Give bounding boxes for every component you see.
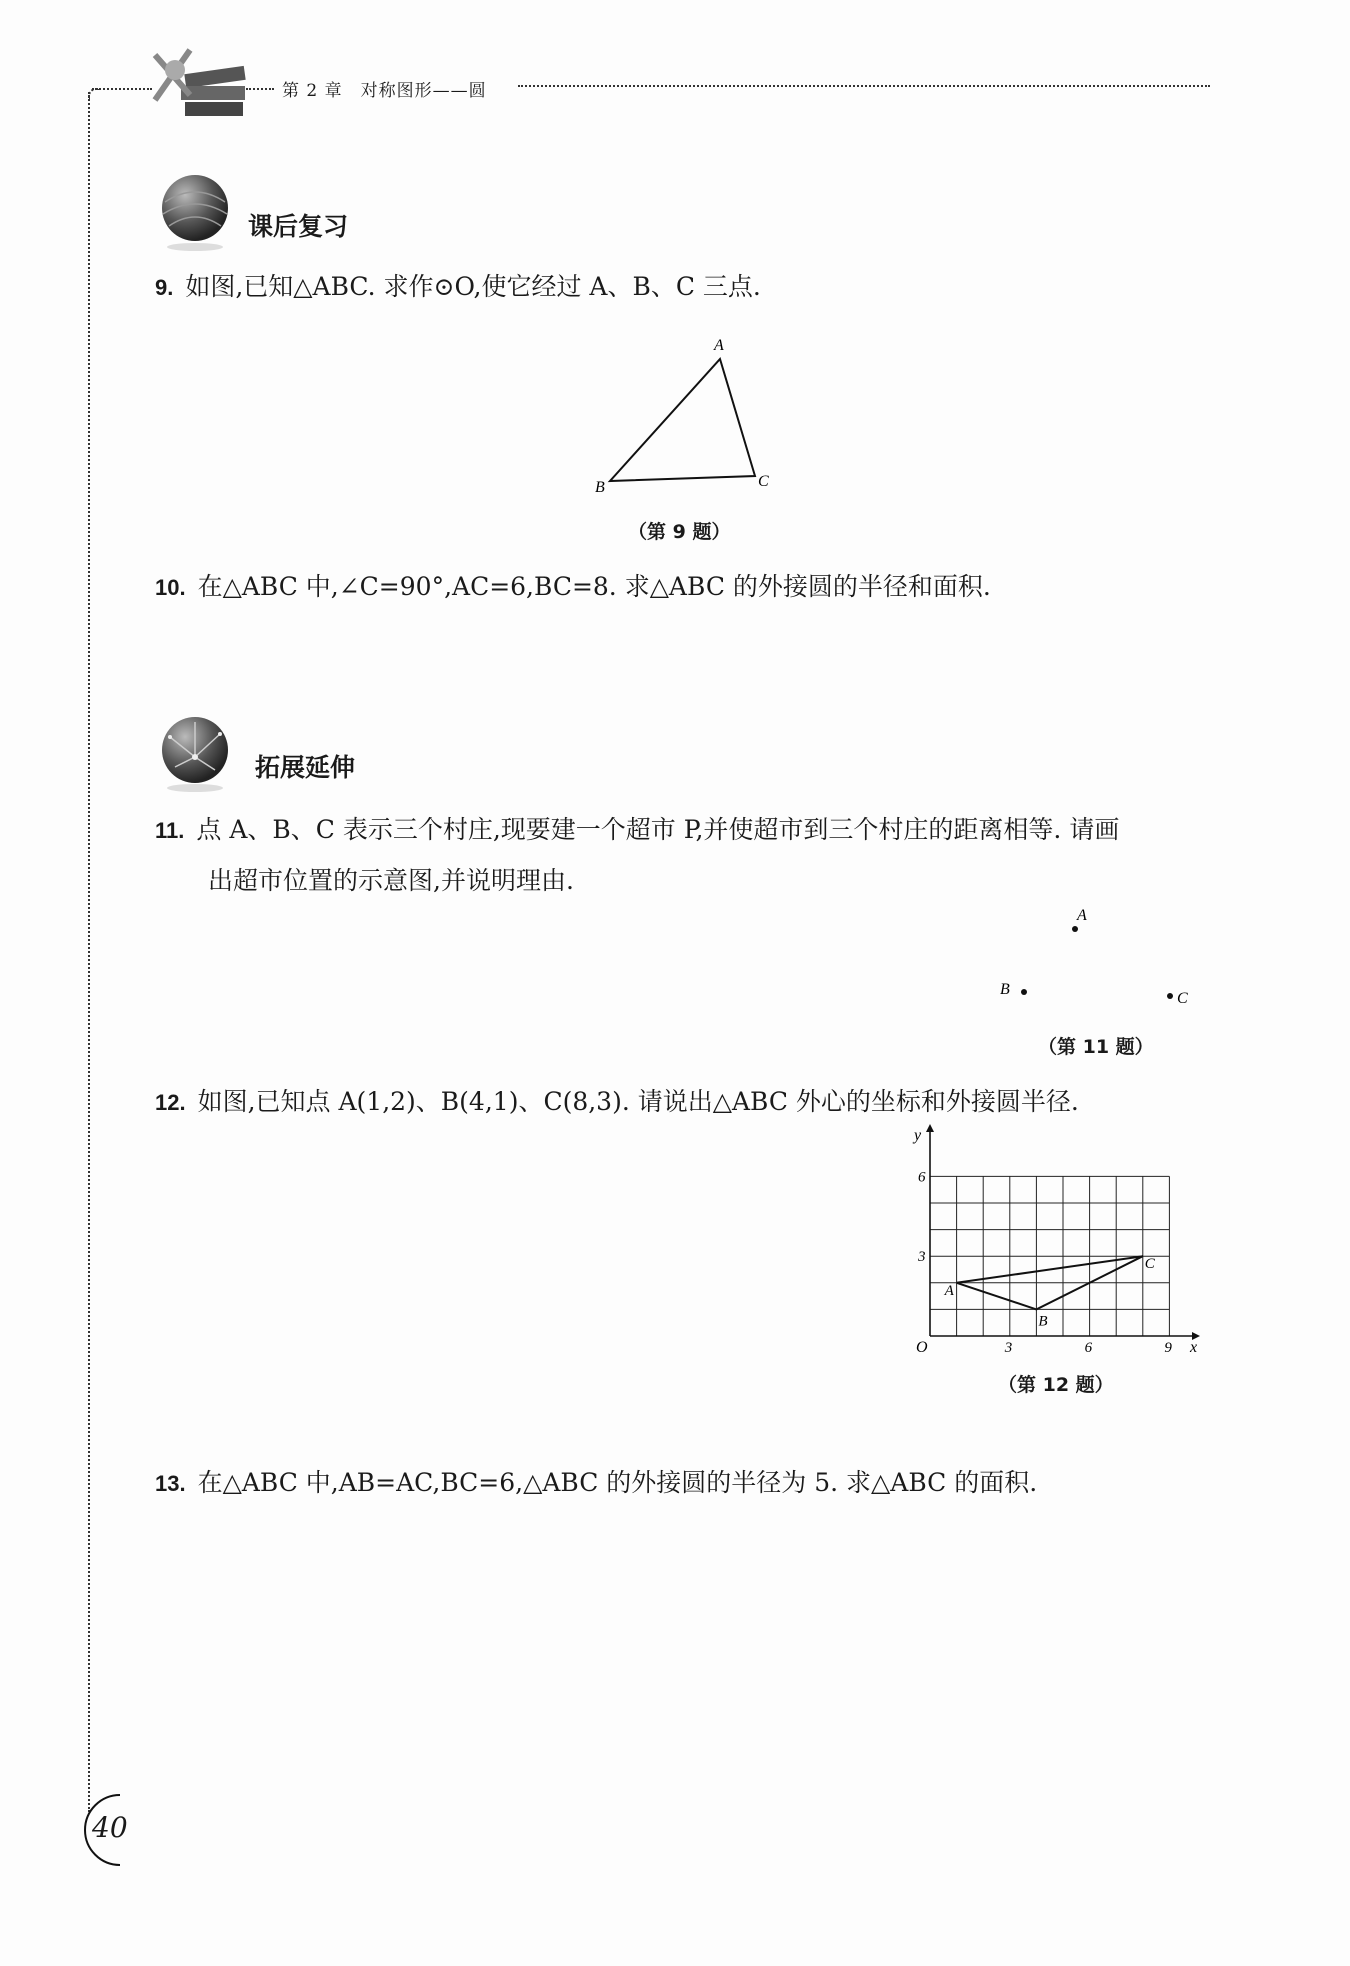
label-c: C (1177, 990, 1188, 1007)
left-margin-dotted-line (88, 92, 90, 1812)
origin-label: O (916, 1339, 928, 1356)
header-dotted-line-left (92, 88, 152, 90)
question-text: 在△ABC 中,∠C=90°,AC=6,BC=8. 求△ABC 的外接圆的半径和面积. (197, 572, 991, 601)
y-tick-label-6: 6 (918, 1169, 926, 1186)
figure-11-caption: （第 11 题） (1038, 1036, 1154, 1058)
figure-11-points (990, 900, 1210, 1015)
point-label-c: C (1144, 1256, 1155, 1273)
question-number: 10. (155, 575, 186, 600)
figure-9-caption: （第 9 题） (628, 521, 731, 543)
question-number: 13. (155, 1471, 186, 1496)
book-stack-icon (145, 40, 255, 130)
x-tick-label-6: 6 (1084, 1340, 1093, 1356)
y-tick-label-3: 3 (918, 1249, 926, 1266)
question-text: 如图,已知点 A(1,2)、B(4,1)、C(8,3). 请说出△ABC 外心的坐标和外接圆半径. (197, 1087, 1079, 1116)
x-tick-label-9: 9 (1164, 1340, 1172, 1356)
label-c: C (758, 473, 769, 490)
label-b: B (1000, 981, 1010, 998)
corner-dots (88, 88, 100, 100)
section-title-review: 课后复习 (248, 212, 349, 241)
question-text: 在△ABC 中,AB=AC,BC=6,△ABC 的外接圆的半径为 5. 求△ABC 的面积. (197, 1468, 1038, 1497)
question-13 (155, 1458, 1037, 1509)
label-b: B (595, 479, 605, 496)
network-globe-icon (155, 712, 235, 792)
figure-9-triangle (590, 330, 780, 500)
figure-12-coordinate-grid (900, 1120, 1210, 1360)
point-label-a: A (944, 1282, 954, 1299)
question-text: 如图,已知△ABC. 求作⊙O,使它经过 A、B、C 三点. (185, 272, 761, 301)
question-11 (155, 805, 1119, 906)
question-10 (155, 562, 991, 613)
question-number: 12. (155, 1090, 186, 1115)
x-tick-label-3: 3 (1004, 1340, 1013, 1356)
axis-label-x: x (1190, 1339, 1198, 1356)
header-dotted-line-mid (246, 88, 274, 90)
section-title-extension: 拓展延伸 (255, 753, 356, 782)
axis-label-y: y (914, 1127, 922, 1144)
page-number: 40 (92, 1811, 128, 1844)
label-a: A (1077, 907, 1087, 924)
label-a: A (714, 337, 724, 354)
question-number: 11. (155, 818, 185, 843)
question-number: 9. (155, 275, 174, 300)
question-9 (155, 262, 761, 313)
grid-lines (930, 1176, 1169, 1336)
question-text-line2: 出超市位置的示意图,并说明理由. (208, 866, 574, 895)
y-axis-arrow (926, 1124, 934, 1132)
chapter-title: 第 2 章 对称图形——圆 (282, 81, 487, 101)
header-dotted-line-right (518, 85, 1210, 87)
figure-12-caption: （第 12 题） (998, 1374, 1114, 1396)
point-label-b: B (1038, 1313, 1048, 1330)
globe-icon (155, 172, 235, 252)
question-text-line1: 点 A、B、C 表示三个村庄,现要建一个超市 P,并使超市到三个村庄的距离相等. 请画 (196, 815, 1120, 844)
